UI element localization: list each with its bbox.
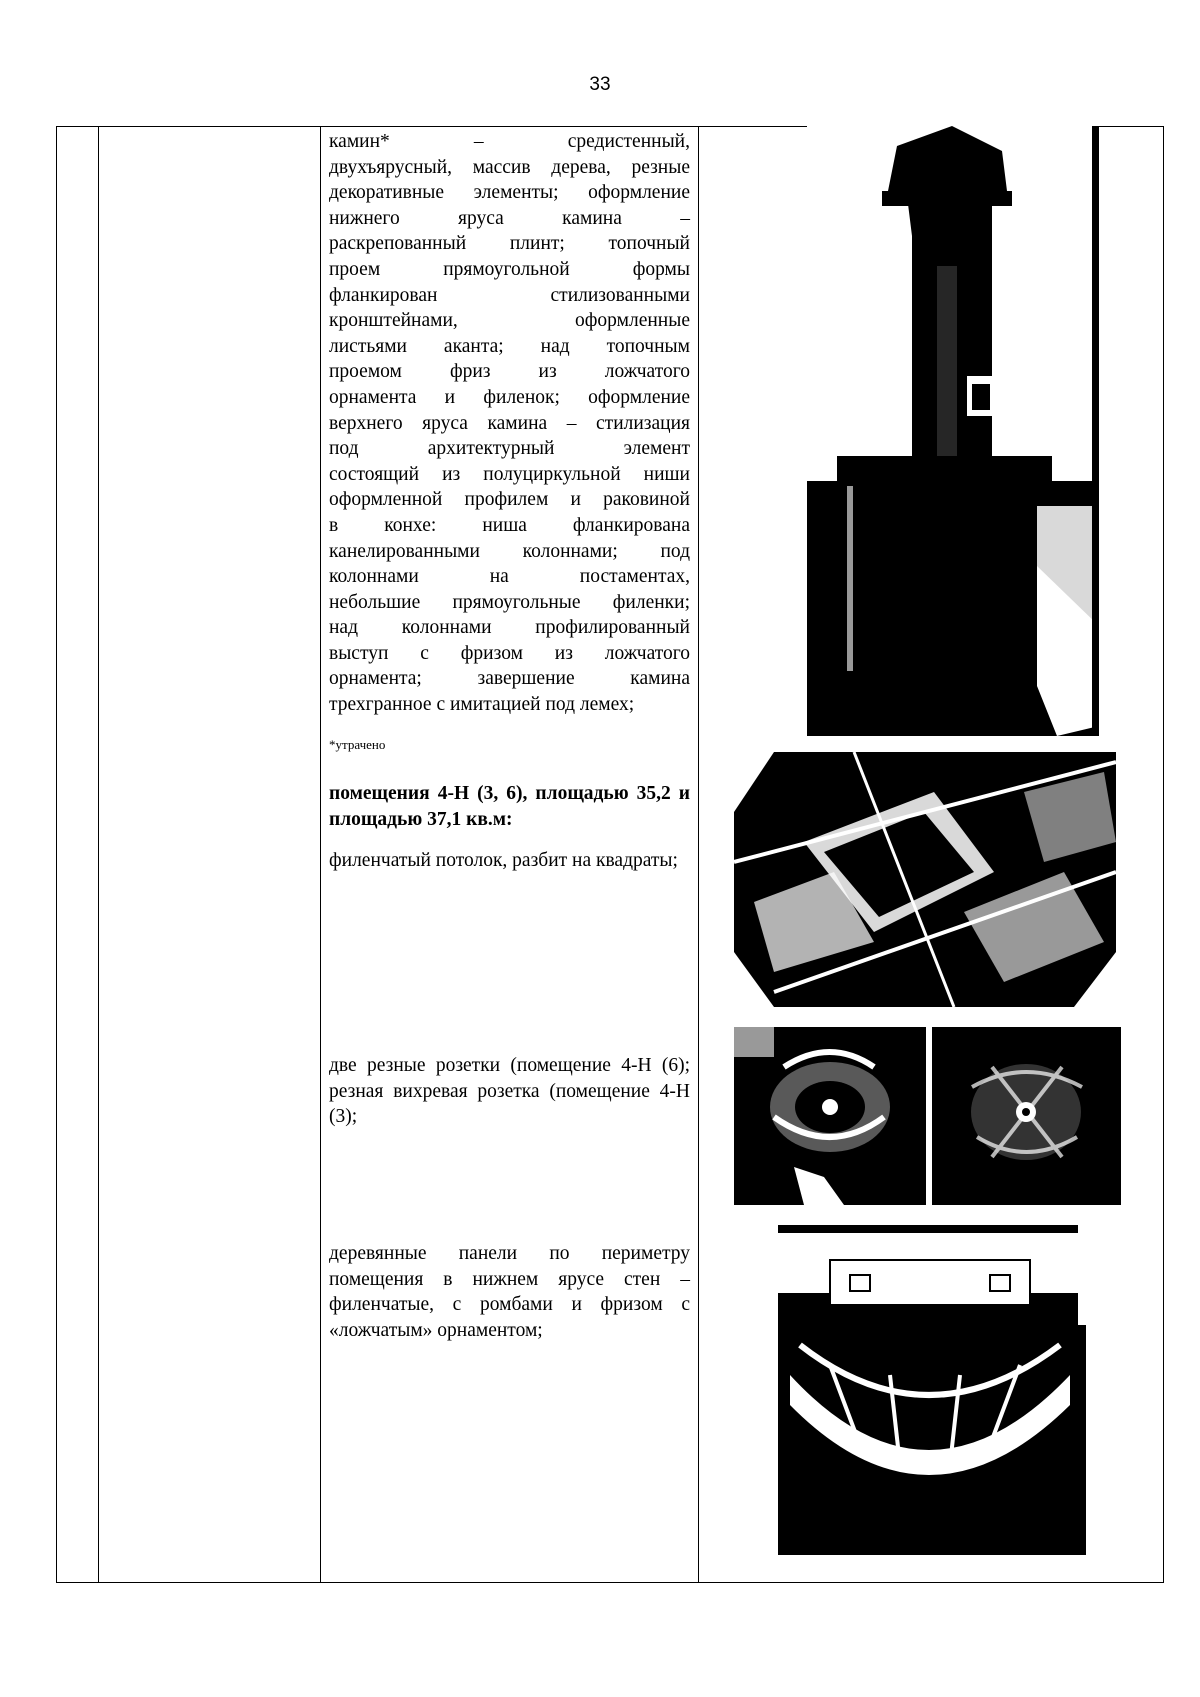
description-column xyxy=(329,129,690,1341)
fireplace-line: в конхе: ниша фланкирована xyxy=(329,514,690,536)
fireplace-line: над колоннами профилированный xyxy=(329,617,690,639)
rosette-photo-2 xyxy=(932,1027,1121,1205)
fireplace-line: проем прямоугольной формы xyxy=(329,258,690,280)
fireplace-line: выступ с фризом из ложчатого xyxy=(329,642,690,664)
fireplace-line: верхнего яруса камина – стилизация xyxy=(329,412,690,434)
fireplace-line: колоннами на постаментах, xyxy=(329,566,690,588)
column-divider-1 xyxy=(98,127,99,1582)
fireplace-line: нижнего яруса камина – xyxy=(329,207,690,229)
fireplace-description xyxy=(329,129,690,692)
fireplace-line: листьями аканта; над топочным xyxy=(329,335,690,357)
panels-description: деревянные панели по периметру помещения в нижнем ярусе стен – филенчатые, с ромбами и фризом с «ложчатым» орнаментом; xyxy=(329,1243,690,1341)
footnote-lost: *утрачено xyxy=(329,736,386,752)
fireplace-line: состоящий из полуциркульной ниши xyxy=(329,463,690,485)
fireplace-line: оформленной профилем и раковиной xyxy=(329,489,690,511)
fireplace-line: кронштейнами, оформленные xyxy=(329,310,690,332)
fireplace-line: под архитектурный элемент xyxy=(329,438,690,460)
ceiling-description: филенчатый потолок, разбит на квадраты; xyxy=(329,850,678,872)
fireplace-line: орнамента; завершение камина xyxy=(329,668,690,690)
column-divider-2 xyxy=(320,127,321,1582)
fireplace-last-line: трехгранное с имитацией под лемех; xyxy=(329,694,635,716)
fireplace-line: канелированными колоннами; под xyxy=(329,540,690,562)
fireplace-line: орнамента и филенок; оформление xyxy=(329,386,690,408)
fireplace-line: проемом фриз из ложчатого xyxy=(329,361,690,383)
fireplace-line: камин* – средистенный, xyxy=(329,131,690,152)
fireplace-line: небольшие прямоугольные филенки; xyxy=(329,591,690,613)
column-divider-3 xyxy=(698,127,699,1582)
fireplace-line: фланкирован стилизованными xyxy=(329,284,690,306)
fireplace-line: раскрепованный плинт; топочный xyxy=(329,233,690,255)
page-number: 33 xyxy=(589,74,611,95)
ceiling-photo xyxy=(734,752,1116,1007)
rosettes-description: две резные розетки (помещение 4-Н (6); резная вихревая розетка (помещение 4-Н (3); xyxy=(329,1055,690,1128)
fireplace-line: двухъярусный, массив дерева, резные xyxy=(329,156,690,178)
panels-photo xyxy=(770,1225,1086,1555)
rosette-photo-1 xyxy=(734,1027,926,1205)
fireplace-line: декоративные элементы; оформление xyxy=(329,182,690,204)
fireplace-photo xyxy=(807,126,1099,736)
rooms-heading: помещения 4-Н (3, 6), площадью 35,2 и площадью 37,1 кв.м: xyxy=(329,783,690,830)
